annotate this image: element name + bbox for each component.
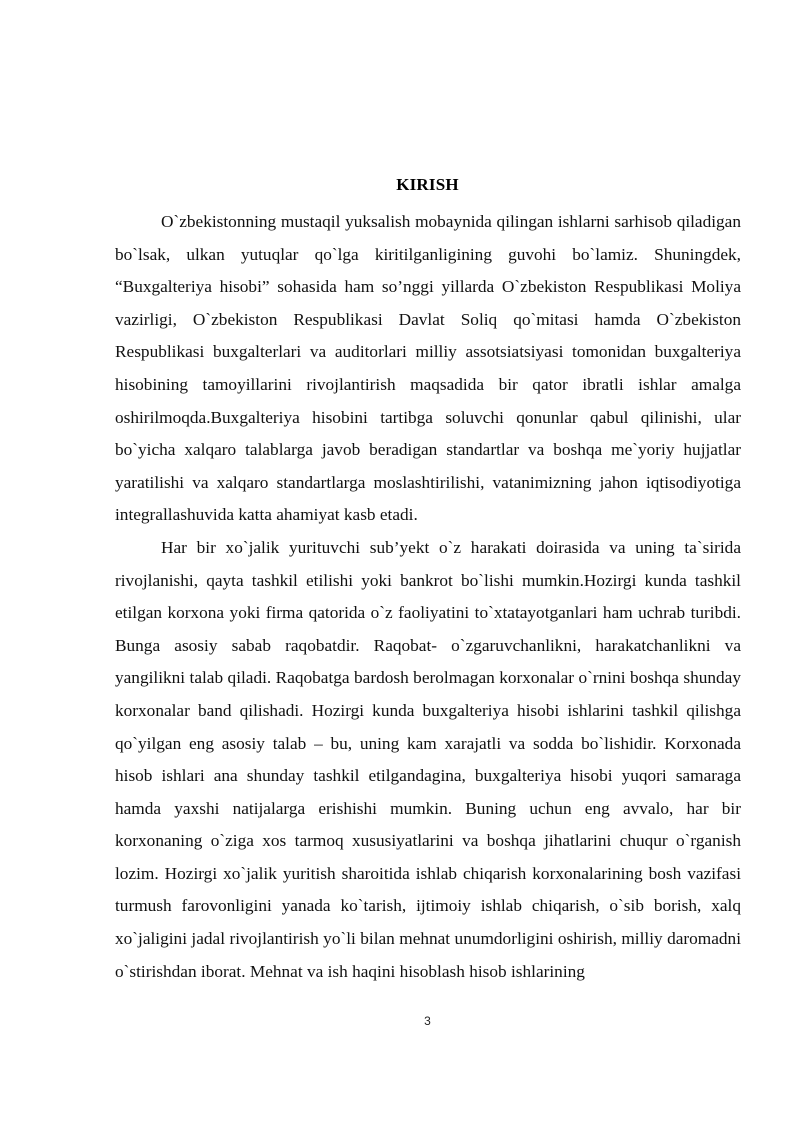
- page-number: 3: [424, 1014, 431, 1028]
- paragraph-2: Har bir xo`jalik yurituvchi sub’yekt o`z harakati doirasida va uning ta`sirida rivojlanishi, qayta tashkil etilishi yoki bankrot bo`lishi mumkin.Hozirgi kunda tashkil etilgan korxona yoki firma qatorida o`z faoliyatini to`xtatayotganlari ham uchrab turibdi. Bunga asosiy sabab raqobatdir. Raqobat- o`zgaruvchanlikni, harakatchanlikni va yangilikni talab qiladi. Raqobatga bardosh berolmagan korxonalar o`rnini boshqa shunday korxonalar band qilishadi. Hozirgi kunda buxgalteriya hisobi ishlarini tashkil qilishga qo`yilgan eng asosiy talab – bu, uning kam xarajatli va sodda bo`lishidir. Korxonada hisob ishlari ana shunday tashkil etilgandagina, buxgalteriya hisobi yuqori samaraga hamda yaxshi natijalarga erishishi mumkin. Buning uchun eng avvalo, har bir korxonaning o`ziga xos tarmoq xususiyatlarini va boshqa jihatlarini chuqur o`rganish lozim. Hozirgi xo`jalik yuritish sharoitida ishlab chiqarish korxonalarining bosh vazifasi turmush farovonligini yanada ko`tarish, ijtimoiy ishlab chiqarish, o`sib borish, xalq xo`jaligini jadal rivojlantirish yo`li bilan mehnat unumdorligini oshirish, milliy daromadni o`stirishdan iborat. Mehnat va ish haqini hisoblash hisob ishlarining: [115, 537, 741, 981]
- body-text: [115, 206, 741, 988]
- paragraph-1: O`zbekistonning mustaqil yuksalish mobaynida qilingan ishlarni sarhisob qiladigan bo`lsak, ulkan yutuqlar qo`lga kiritilganligining guvohi bo`lamiz. Shuningdek, “Buxgalteriya hisobi” sohasida ham so’nggi yillarda O`zbekiston Respublikasi Moliya vazirligi, O`zbekiston Respublikasi Davlat Soliq qo`mitasi hamda O`zbekiston Respublikasi buxgalterlari va auditorlari milliy assotsiatsiyasi tomonidan buxgalteriya hisobining tamoyillarini rivojlantirish maqsadida bir qator ibratli ishlar amalga oshirilmoqda.Buxgalteriya hisobini tartibga soluvchi qonunlar qabul qilinishi, ular bo`yicha xalqaro talablarga javob beradigan standartlar va boshqa me`yoriy hujjatlar yaratilishi va xalqaro standartlarga moslashtirilishi, vatanimizning jahon iqtisodiyotiga integrallashuvida katta ahamiyat kasb etadi.: [115, 212, 741, 525]
- section-heading: KIRISH: [396, 175, 459, 194]
